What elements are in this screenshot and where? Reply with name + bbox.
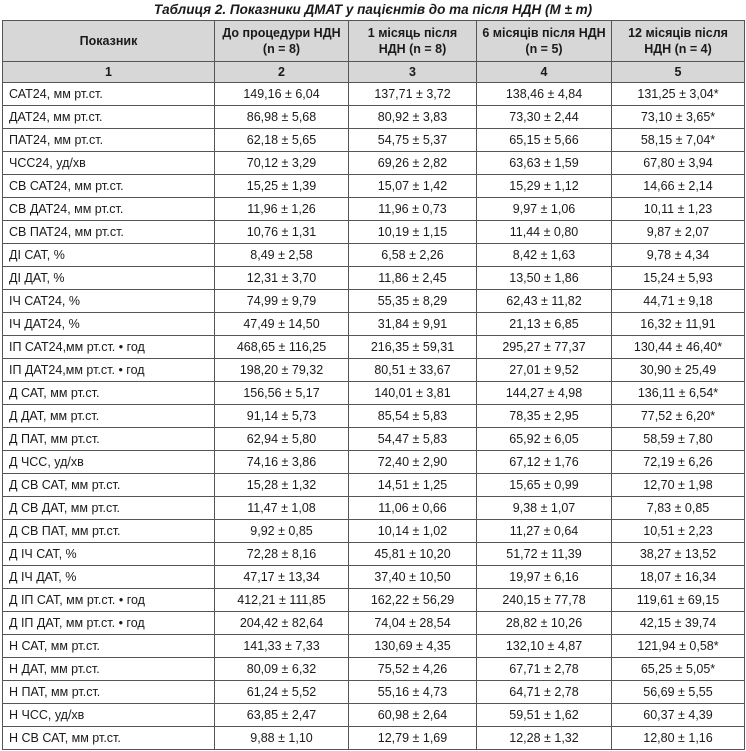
month-1-value-cell: 10,19 ± 1,15	[349, 221, 477, 244]
header-6-months: 6 місяців після НДН (n = 5)	[477, 21, 612, 62]
column-number: 1	[3, 62, 215, 83]
month-6-value-cell: 12,28 ± 1,32	[477, 727, 612, 750]
data-table	[2, 20, 745, 750]
month-12-value-cell: 42,15 ± 39,74	[612, 612, 745, 635]
month-1-value-cell: 45,81 ± 10,20	[349, 543, 477, 566]
month-6-value-cell: 67,71 ± 2,78	[477, 658, 612, 681]
month-6-value-cell: 295,27 ± 77,37	[477, 336, 612, 359]
month-1-value-cell: 31,84 ± 9,91	[349, 313, 477, 336]
month-6-value-cell: 138,46 ± 4,84	[477, 83, 612, 106]
month-12-value-cell: 9,78 ± 4,34	[612, 244, 745, 267]
table-row	[3, 474, 745, 497]
column-number: 4	[477, 62, 612, 83]
month-12-value-cell: 77,52 ± 6,20*	[612, 405, 745, 428]
indicator-cell: Н ДАТ, мм рт.ст.	[3, 658, 215, 681]
month-1-value-cell: 216,35 ± 59,31	[349, 336, 477, 359]
table-row	[3, 451, 745, 474]
indicator-cell: ІЧ САТ24, %	[3, 290, 215, 313]
header-1-month: 1 місяць після НДН (n = 8)	[349, 21, 477, 62]
table-caption: Таблиця 2. Показники ДМАТ у пацієнтів до та після НДН (M ± m)	[153, 2, 593, 17]
indicator-cell: Д ДАТ, мм рт.ст.	[3, 405, 215, 428]
table-row	[3, 290, 745, 313]
indicator-cell: ІП ДАТ24,мм рт.ст. • год	[3, 359, 215, 382]
month-6-value-cell: 78,35 ± 2,95	[477, 405, 612, 428]
month-6-value-cell: 19,97 ± 6,16	[477, 566, 612, 589]
month-1-value-cell: 80,51 ± 33,67	[349, 359, 477, 382]
indicator-cell: САТ24, мм рт.ст.	[3, 83, 215, 106]
month-1-value-cell: 11,96 ± 0,73	[349, 198, 477, 221]
month-12-value-cell: 65,25 ± 5,05*	[612, 658, 745, 681]
table-row	[3, 704, 745, 727]
before-value-cell: 9,88 ± 1,10	[215, 727, 349, 750]
table-row	[3, 566, 745, 589]
indicator-cell: Д ІЧ САТ, %	[3, 543, 215, 566]
column-number: 2	[215, 62, 349, 83]
before-value-cell: 8,49 ± 2,58	[215, 244, 349, 267]
indicator-cell: ДАТ24, мм рт.ст.	[3, 106, 215, 129]
month-1-value-cell: 10,14 ± 1,02	[349, 520, 477, 543]
month-12-value-cell: 10,11 ± 1,23	[612, 198, 745, 221]
table-row	[3, 267, 745, 290]
before-value-cell: 412,21 ± 111,85	[215, 589, 349, 612]
month-6-value-cell: 11,27 ± 0,64	[477, 520, 612, 543]
month-1-value-cell: 54,47 ± 5,83	[349, 428, 477, 451]
before-value-cell: 149,16 ± 6,04	[215, 83, 349, 106]
indicator-cell: Н САТ, мм рт.ст.	[3, 635, 215, 658]
month-12-value-cell: 30,90 ± 25,49	[612, 359, 745, 382]
month-1-value-cell: 162,22 ± 56,29	[349, 589, 477, 612]
month-6-value-cell: 65,92 ± 6,05	[477, 428, 612, 451]
month-6-value-cell: 144,27 ± 4,98	[477, 382, 612, 405]
month-1-value-cell: 55,16 ± 4,73	[349, 681, 477, 704]
table-row	[3, 83, 745, 106]
table-row	[3, 428, 745, 451]
month-1-value-cell: 54,75 ± 5,37	[349, 129, 477, 152]
table-row	[3, 359, 745, 382]
month-1-value-cell: 6,58 ± 2,26	[349, 244, 477, 267]
column-number-row	[3, 62, 745, 83]
month-12-value-cell: 131,25 ± 3,04*	[612, 83, 745, 106]
indicator-cell: Д САТ, мм рт.ст.	[3, 382, 215, 405]
month-12-value-cell: 136,11 ± 6,54*	[612, 382, 745, 405]
before-value-cell: 12,31 ± 3,70	[215, 267, 349, 290]
indicator-cell: Д ІП ДАТ, мм рт.ст. • год	[3, 612, 215, 635]
month-6-value-cell: 73,30 ± 2,44	[477, 106, 612, 129]
before-value-cell: 62,94 ± 5,80	[215, 428, 349, 451]
month-6-value-cell: 64,71 ± 2,78	[477, 681, 612, 704]
month-1-value-cell: 12,79 ± 1,69	[349, 727, 477, 750]
before-value-cell: 72,28 ± 8,16	[215, 543, 349, 566]
month-6-value-cell: 62,43 ± 11,82	[477, 290, 612, 313]
table-body	[3, 83, 745, 750]
month-1-value-cell: 75,52 ± 4,26	[349, 658, 477, 681]
before-value-cell: 47,17 ± 13,34	[215, 566, 349, 589]
month-1-value-cell: 130,69 ± 4,35	[349, 635, 477, 658]
indicator-cell: СВ ПАТ24, мм рт.ст.	[3, 221, 215, 244]
before-value-cell: 156,56 ± 5,17	[215, 382, 349, 405]
month-6-value-cell: 132,10 ± 4,87	[477, 635, 612, 658]
before-value-cell: 204,42 ± 82,64	[215, 612, 349, 635]
header-12-months: 12 місяців після НДН (n = 4)	[612, 21, 745, 62]
table-row	[3, 129, 745, 152]
month-6-value-cell: 240,15 ± 77,78	[477, 589, 612, 612]
month-12-value-cell: 9,87 ± 2,07	[612, 221, 745, 244]
before-value-cell: 80,09 ± 6,32	[215, 658, 349, 681]
month-1-value-cell: 85,54 ± 5,83	[349, 405, 477, 428]
header-row	[3, 21, 745, 62]
indicator-cell: Д ЧСС, уд/хв	[3, 451, 215, 474]
before-value-cell: 74,16 ± 3,86	[215, 451, 349, 474]
indicator-cell: ДІ САТ, %	[3, 244, 215, 267]
column-number: 3	[349, 62, 477, 83]
before-value-cell: 91,14 ± 5,73	[215, 405, 349, 428]
month-1-value-cell: 11,06 ± 0,66	[349, 497, 477, 520]
indicator-cell: Д СВ САТ, мм рт.ст.	[3, 474, 215, 497]
before-value-cell: 62,18 ± 5,65	[215, 129, 349, 152]
month-1-value-cell: 11,86 ± 2,45	[349, 267, 477, 290]
month-1-value-cell: 37,40 ± 10,50	[349, 566, 477, 589]
table-row	[3, 727, 745, 750]
month-6-value-cell: 63,63 ± 1,59	[477, 152, 612, 175]
header-before: До процедури НДН (n = 8)	[215, 21, 349, 62]
month-6-value-cell: 15,29 ± 1,12	[477, 175, 612, 198]
table-row	[3, 152, 745, 175]
table-row	[3, 589, 745, 612]
month-6-value-cell: 21,13 ± 6,85	[477, 313, 612, 336]
month-12-value-cell: 12,70 ± 1,98	[612, 474, 745, 497]
before-value-cell: 47,49 ± 14,50	[215, 313, 349, 336]
month-12-value-cell: 16,32 ± 11,91	[612, 313, 745, 336]
table-row	[3, 405, 745, 428]
month-12-value-cell: 60,37 ± 4,39	[612, 704, 745, 727]
indicator-cell: Н ЧСС, уд/хв	[3, 704, 215, 727]
before-value-cell: 468,65 ± 116,25	[215, 336, 349, 359]
indicator-cell: ДІ ДАТ, %	[3, 267, 215, 290]
table-row	[3, 520, 745, 543]
month-6-value-cell: 15,65 ± 0,99	[477, 474, 612, 497]
table-row	[3, 543, 745, 566]
month-12-value-cell: 67,80 ± 3,94	[612, 152, 745, 175]
month-1-value-cell: 74,04 ± 28,54	[349, 612, 477, 635]
month-1-value-cell: 60,98 ± 2,64	[349, 704, 477, 727]
month-6-value-cell: 9,97 ± 1,06	[477, 198, 612, 221]
table-row	[3, 681, 745, 704]
before-value-cell: 74,99 ± 9,79	[215, 290, 349, 313]
before-value-cell: 15,25 ± 1,39	[215, 175, 349, 198]
table-row	[3, 336, 745, 359]
month-1-value-cell: 72,40 ± 2,90	[349, 451, 477, 474]
month-12-value-cell: 58,15 ± 7,04*	[612, 129, 745, 152]
before-value-cell: 70,12 ± 3,29	[215, 152, 349, 175]
column-number: 5	[612, 62, 745, 83]
month-12-value-cell: 18,07 ± 16,34	[612, 566, 745, 589]
table-row	[3, 658, 745, 681]
month-12-value-cell: 44,71 ± 9,18	[612, 290, 745, 313]
month-12-value-cell: 58,59 ± 7,80	[612, 428, 745, 451]
table-row	[3, 497, 745, 520]
month-12-value-cell: 121,94 ± 0,58*	[612, 635, 745, 658]
before-value-cell: 63,85 ± 2,47	[215, 704, 349, 727]
indicator-cell: Н ПАТ, мм рт.ст.	[3, 681, 215, 704]
indicator-cell: Д ІП САТ, мм рт.ст. • год	[3, 589, 215, 612]
header-indicator: Показник	[3, 21, 215, 62]
month-12-value-cell: 73,10 ± 3,65*	[612, 106, 745, 129]
indicator-cell: Д ПАТ, мм рт.ст.	[3, 428, 215, 451]
table-row	[3, 382, 745, 405]
month-12-value-cell: 10,51 ± 2,23	[612, 520, 745, 543]
month-1-value-cell: 15,07 ± 1,42	[349, 175, 477, 198]
month-12-value-cell: 15,24 ± 5,93	[612, 267, 745, 290]
before-value-cell: 141,33 ± 7,33	[215, 635, 349, 658]
indicator-cell: ПАТ24, мм рт.ст.	[3, 129, 215, 152]
month-6-value-cell: 59,51 ± 1,62	[477, 704, 612, 727]
before-value-cell: 15,28 ± 1,32	[215, 474, 349, 497]
month-12-value-cell: 38,27 ± 13,52	[612, 543, 745, 566]
month-6-value-cell: 51,72 ± 11,39	[477, 543, 612, 566]
before-value-cell: 86,98 ± 5,68	[215, 106, 349, 129]
month-1-value-cell: 137,71 ± 3,72	[349, 83, 477, 106]
table-row	[3, 244, 745, 267]
month-6-value-cell: 27,01 ± 9,52	[477, 359, 612, 382]
indicator-cell: СВ САТ24, мм рт.ст.	[3, 175, 215, 198]
month-6-value-cell: 13,50 ± 1,86	[477, 267, 612, 290]
month-12-value-cell: 12,80 ± 1,16	[612, 727, 745, 750]
month-1-value-cell: 69,26 ± 2,82	[349, 152, 477, 175]
before-value-cell: 61,24 ± 5,52	[215, 681, 349, 704]
indicator-cell: Д ІЧ ДАТ, %	[3, 566, 215, 589]
before-value-cell: 10,76 ± 1,31	[215, 221, 349, 244]
month-6-value-cell: 28,82 ± 10,26	[477, 612, 612, 635]
indicator-cell: ЧСС24, уд/хв	[3, 152, 215, 175]
month-1-value-cell: 55,35 ± 8,29	[349, 290, 477, 313]
month-12-value-cell: 72,19 ± 6,26	[612, 451, 745, 474]
table-row	[3, 106, 745, 129]
indicator-cell: СВ ДАТ24, мм рт.ст.	[3, 198, 215, 221]
before-value-cell: 11,47 ± 1,08	[215, 497, 349, 520]
month-6-value-cell: 67,12 ± 1,76	[477, 451, 612, 474]
table-row	[3, 175, 745, 198]
indicator-cell: Д СВ ПАТ, мм рт.ст.	[3, 520, 215, 543]
table-row	[3, 635, 745, 658]
indicator-cell: ІЧ ДАТ24, %	[3, 313, 215, 336]
month-6-value-cell: 11,44 ± 0,80	[477, 221, 612, 244]
month-12-value-cell: 56,69 ± 5,55	[612, 681, 745, 704]
month-12-value-cell: 14,66 ± 2,14	[612, 175, 745, 198]
month-1-value-cell: 140,01 ± 3,81	[349, 382, 477, 405]
table-row	[3, 221, 745, 244]
month-1-value-cell: 14,51 ± 1,25	[349, 474, 477, 497]
month-6-value-cell: 8,42 ± 1,63	[477, 244, 612, 267]
indicator-cell: ІП САТ24,мм рт.ст. • год	[3, 336, 215, 359]
month-1-value-cell: 80,92 ± 3,83	[349, 106, 477, 129]
table-row	[3, 612, 745, 635]
month-6-value-cell: 9,38 ± 1,07	[477, 497, 612, 520]
indicator-cell: Д СВ ДАТ, мм рт.ст.	[3, 497, 215, 520]
month-12-value-cell: 7,83 ± 0,85	[612, 497, 745, 520]
before-value-cell: 198,20 ± 79,32	[215, 359, 349, 382]
indicator-cell: Н СВ САТ, мм рт.ст.	[3, 727, 215, 750]
month-12-value-cell: 130,44 ± 46,40*	[612, 336, 745, 359]
table-row	[3, 198, 745, 221]
table-row	[3, 313, 745, 336]
month-12-value-cell: 119,61 ± 69,15	[612, 589, 745, 612]
before-value-cell: 11,96 ± 1,26	[215, 198, 349, 221]
before-value-cell: 9,92 ± 0,85	[215, 520, 349, 543]
month-6-value-cell: 65,15 ± 5,66	[477, 129, 612, 152]
